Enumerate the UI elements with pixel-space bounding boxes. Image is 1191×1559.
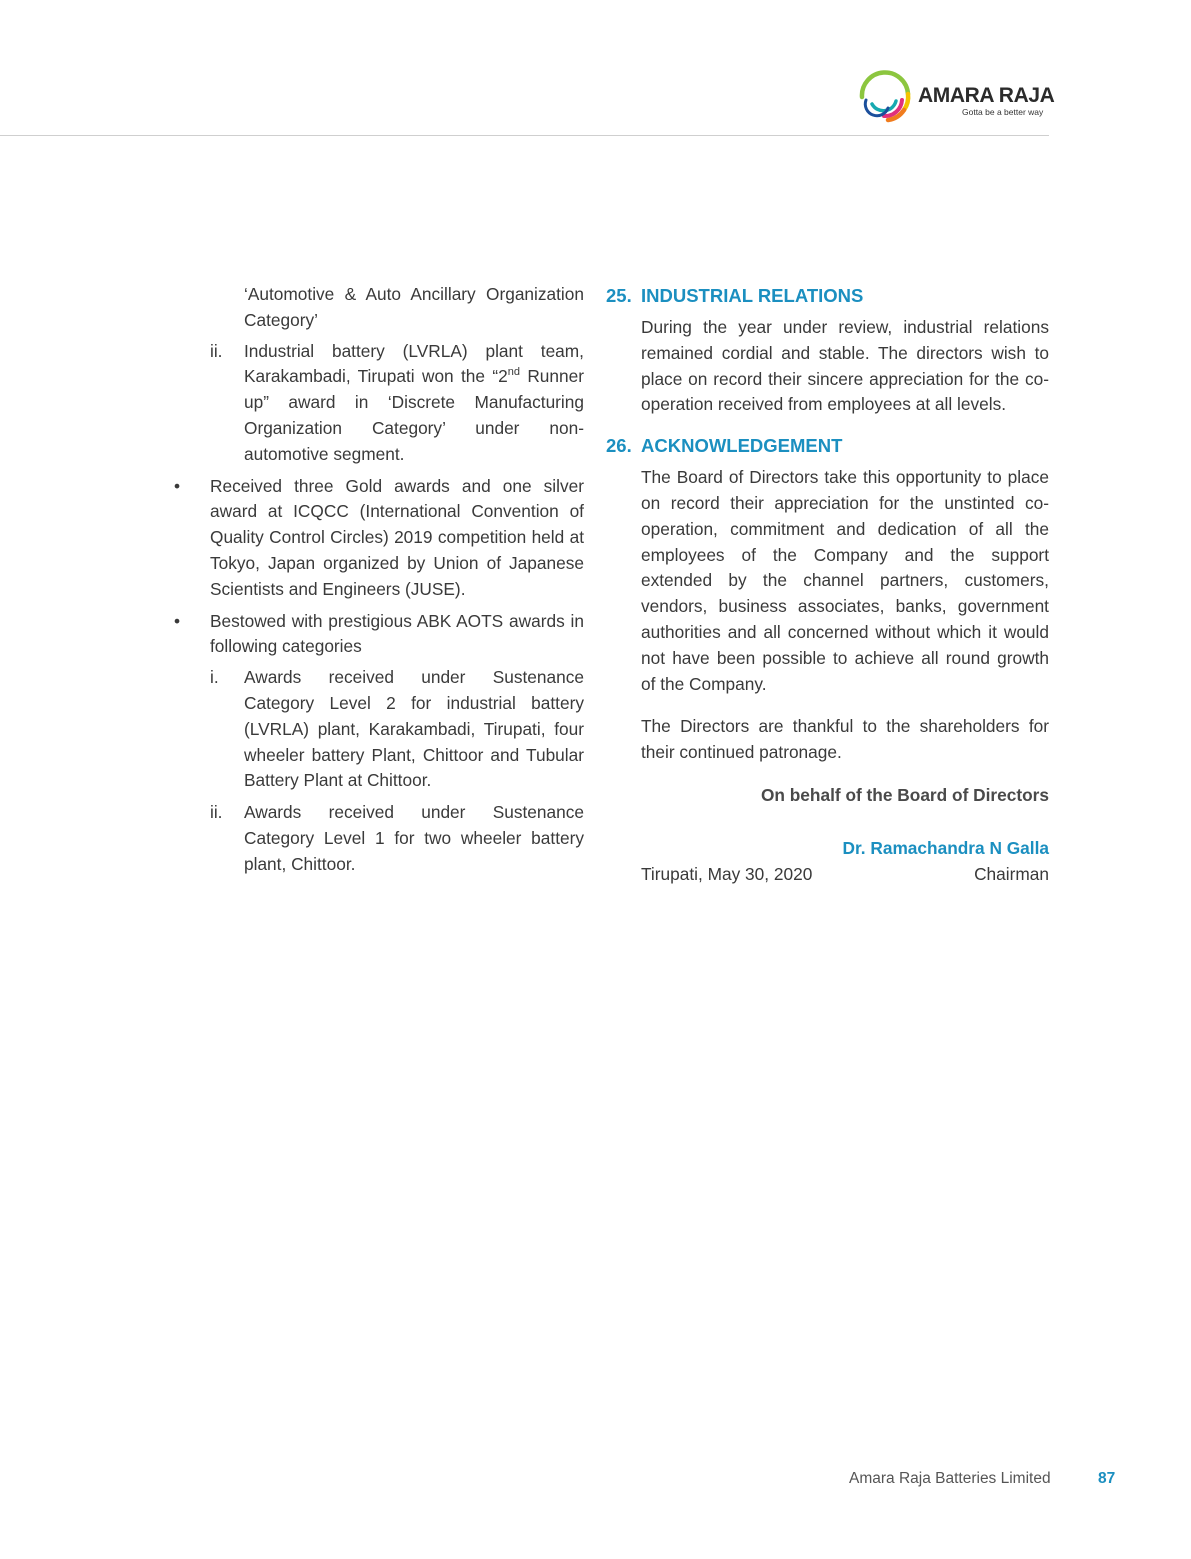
section-title: ACKNOWLEDGEMENT <box>641 435 843 457</box>
bullet-marker: • <box>174 475 181 496</box>
list-marker: ii. <box>210 802 223 823</box>
list-marker: i. <box>210 667 219 688</box>
on-behalf-line: On behalf of the Board of Directors <box>760 784 1049 805</box>
brand-tagline: Gotta be a better way <box>962 107 1044 117</box>
bullet-text: Received three Gold awards and one silver award at ICQCC (International Convention of Quality Control Circles) 2019 competition held at Tokyo, Japan organized by Union of Japanese Scientists and Engineers (JUSE). <box>210 475 584 599</box>
place-date: Tirupati, May 30, 2020 <box>641 863 813 884</box>
section-heading <box>606 433 1049 459</box>
list-item-text: Awards received under Sustenance Category Level 1 for two wheeler battery plant, Chittoor. <box>244 802 584 874</box>
bullet-item <box>172 609 584 661</box>
list-item-text: Awards received under Sustenance Category Level 2 for industrial battery (LVRLA) plant, Karakambadi, Tirupati, four wheeler battery Plant, Chittoor and Tubular Battery Plant at Chittoor. <box>244 667 584 791</box>
page-number: 87 <box>1098 1470 1116 1487</box>
continuation-text: ‘Automotive & Auto Ancillary Organization Category’ <box>244 284 584 330</box>
section-heading <box>606 283 1049 309</box>
bullet-item <box>172 474 584 603</box>
right-column <box>606 283 1049 887</box>
list-item <box>210 800 584 877</box>
brand-name: AMARA RAJA <box>918 84 1055 107</box>
section-title: INDUSTRIAL RELATIONS <box>641 285 864 306</box>
list-item <box>210 339 584 468</box>
section-number: 25. <box>606 285 632 306</box>
bullet-marker: • <box>174 610 181 631</box>
section-paragraph: The Board of Directors take this opportunity to place on record their appreciation for the unstinted co-operation, commitment and dedication of all the employees of the Company and the support extended by the channel partners, customers, vendors, business associates, banks, government authorities and all concerned without which it would not have been possible to achieve all round growth of the Company. <box>641 467 1049 694</box>
bullet-text: Bestowed with prestigious ABK AOTS awards in following categories <box>210 610 584 657</box>
signature-row <box>641 862 1049 888</box>
section-paragraph: During the year under review, industrial relations remained cordial and stable. The directors wish to place on record their sincere appreciation for the co-operation received from employees at all levels. <box>641 317 1049 415</box>
list-item <box>210 665 584 794</box>
section-paragraph: The Directors are thankful to the shareholders for their continued patronage. <box>641 716 1049 763</box>
footer-company-name: Amara Raja Batteries Limited <box>849 1470 1051 1487</box>
logo-swirl-icon <box>858 70 912 124</box>
left-column <box>172 282 584 878</box>
amara-raja-logo <box>858 70 1053 124</box>
list-item-text: Industrial battery (LVRLA) plant team, Karakambadi, Tirupati won the “2nd Runner up” award in ‘Discrete Manufacturing Organization Category’ under non-automotive segment. <box>244 340 584 464</box>
designation: Chairman <box>974 863 1049 884</box>
signatory-name: Dr. Ramachandra N Galla <box>842 837 1049 858</box>
list-marker: ii. <box>210 340 223 361</box>
header-divider <box>0 135 1049 136</box>
section-number: 26. <box>606 435 632 457</box>
